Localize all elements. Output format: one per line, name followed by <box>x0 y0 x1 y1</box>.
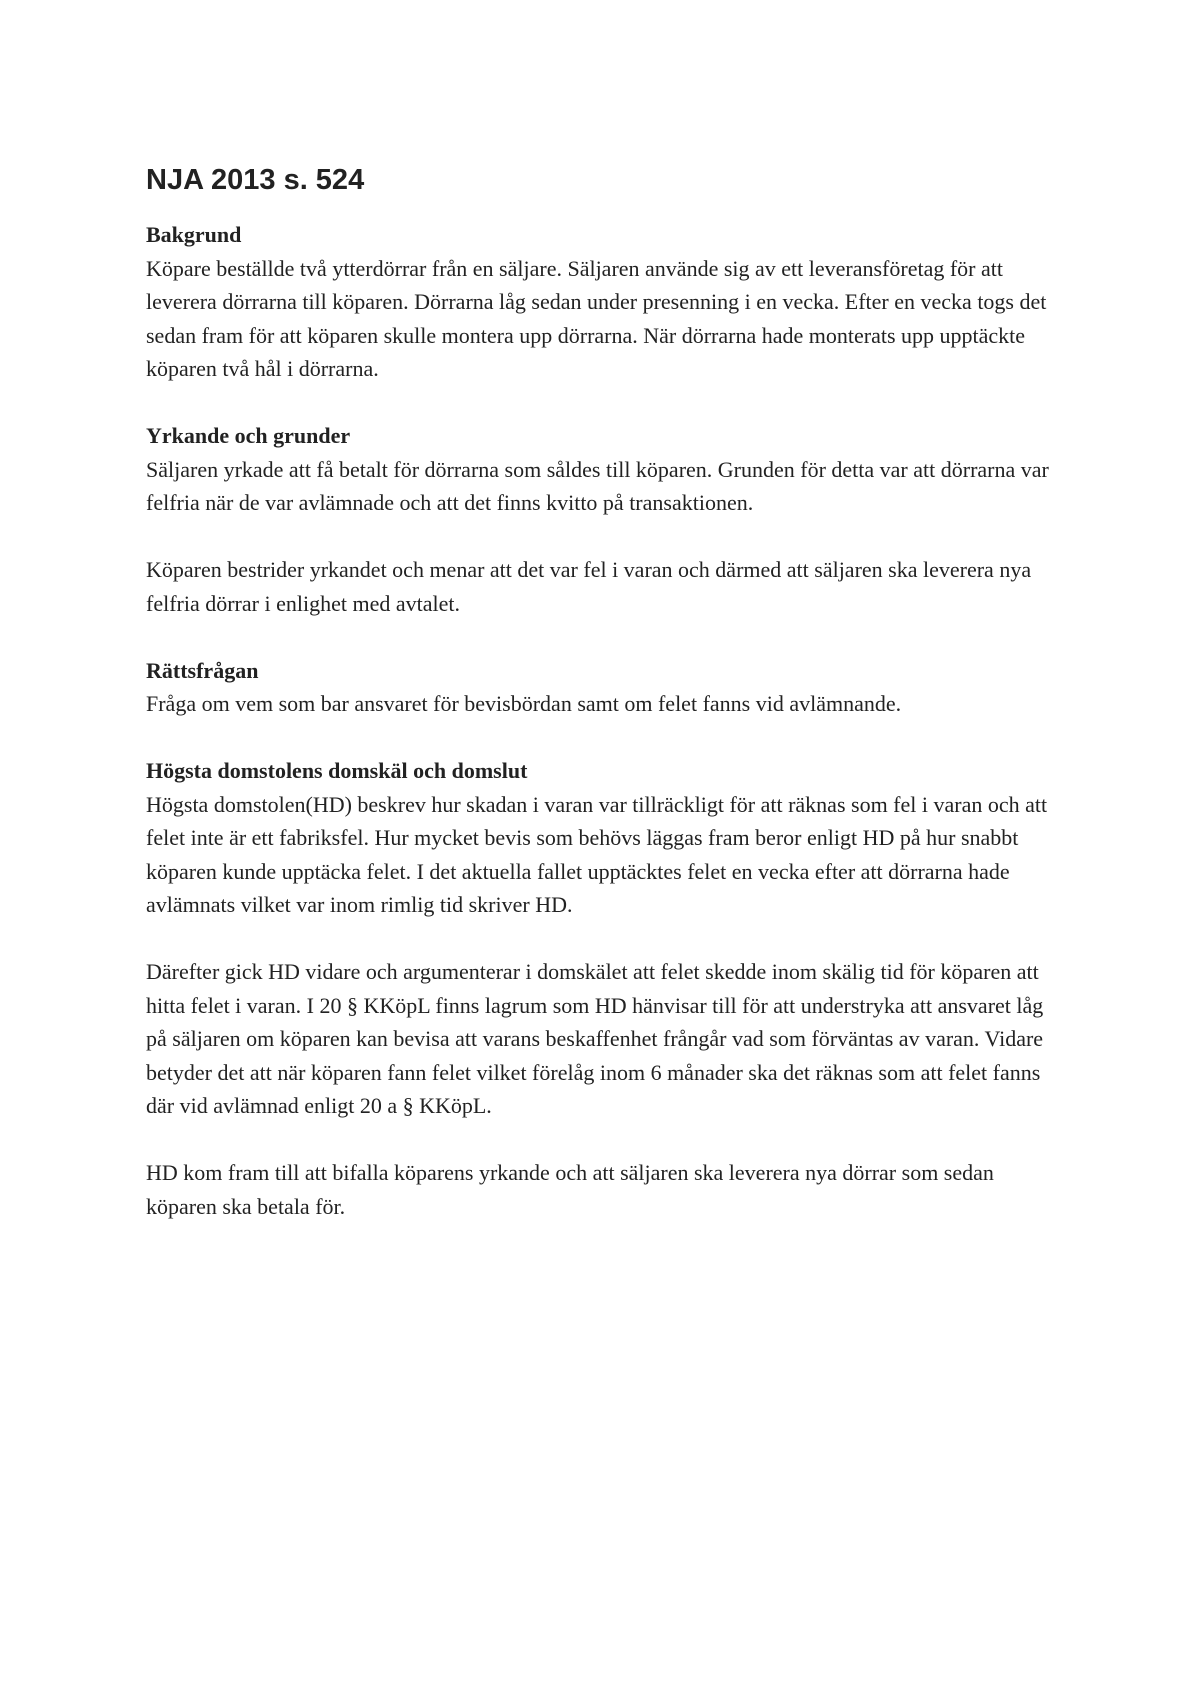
section-bakgrund <box>146 218 1066 386</box>
section-body <box>146 453 1066 621</box>
section-body <box>146 687 1066 721</box>
document-content <box>146 160 1066 1257</box>
section-body <box>146 788 1066 1224</box>
paragraph: HD kom fram till att bifalla köparens yrkande och att säljaren ska leverera nya dörrar som sedan köparen ska betala för. <box>146 1160 994 1219</box>
paragraph: Därefter gick HD vidare och argumenterar i domskälet att felet skedde inom skälig tid för köparen att hitta felet i varan. I 20 § KKöpL finns lagrum som HD hänvisar till för att understryka att ansvaret låg på säljaren om köparen kan bevisa att varans beskaffenhet frångår vad som förväntas av varan. Vidare betyder det att när köparen fann felet vilket förelåg inom 6 månader ska det räknas som att felet fanns där vid avlämnad enligt 20 a § KKöpL. <box>146 959 1044 1118</box>
section-body <box>146 252 1066 386</box>
section-heading: Rättsfrågan <box>146 657 259 683</box>
paragraph: Säljaren yrkade att få betalt för dörrarna som såldes till köparen. Grunden för detta var att dörrarna var felfria när de var avlämnade och att det finns kvitto på transaktionen. <box>146 456 1049 515</box>
section-yrkande-och-grunder <box>146 419 1066 620</box>
paragraph: Köpare beställde två ytterdörrar från en säljare. Säljaren använde sig av ett leveransföretag för att leverera dörrarna till köparen. Dörrarna låg sedan under presenning i en vecka. Efter en vecka togs det sedan fram för att köparen skulle montera upp dörrarna. När dörrarna hade monterats upp upptäckte köparen två hål i dörrarna. <box>146 255 1047 381</box>
section-heading: Bakgrund <box>146 222 242 247</box>
section-hogsta-domstolens-domskal <box>146 754 1066 1223</box>
section-rattsfragan <box>146 654 1066 721</box>
section-heading: Yrkande och grunder <box>146 423 351 448</box>
paragraph: Fråga om vem som bar ansvaret för bevisbördan samt om felet fanns vid avlämnande. <box>146 691 902 716</box>
paragraph: Högsta domstolen(HD) beskrev hur skadan i varan var tillräckligt för att räknas som fel i varan och att felet inte är ett fabriksfel. Hur mycket bevis som behövs läggas fram beror enligt HD på hur snabbt köparen kunde upptäcka felet. I det aktuella fallet upptäcktes felet en vecka efter att dörrarna hade avlämnats vilket var inom rimlig tid skriver HD. <box>146 791 1048 917</box>
document-title: NJA 2013 s. 524 <box>146 164 365 196</box>
paragraph: Köparen bestrider yrkandet och menar att det var fel i varan och därmed att säljaren ska leverera nya felfria dörrar i enlighet med avtalet. <box>146 557 1032 616</box>
section-heading: Högsta domstolens domskäl och domslut <box>146 758 528 783</box>
